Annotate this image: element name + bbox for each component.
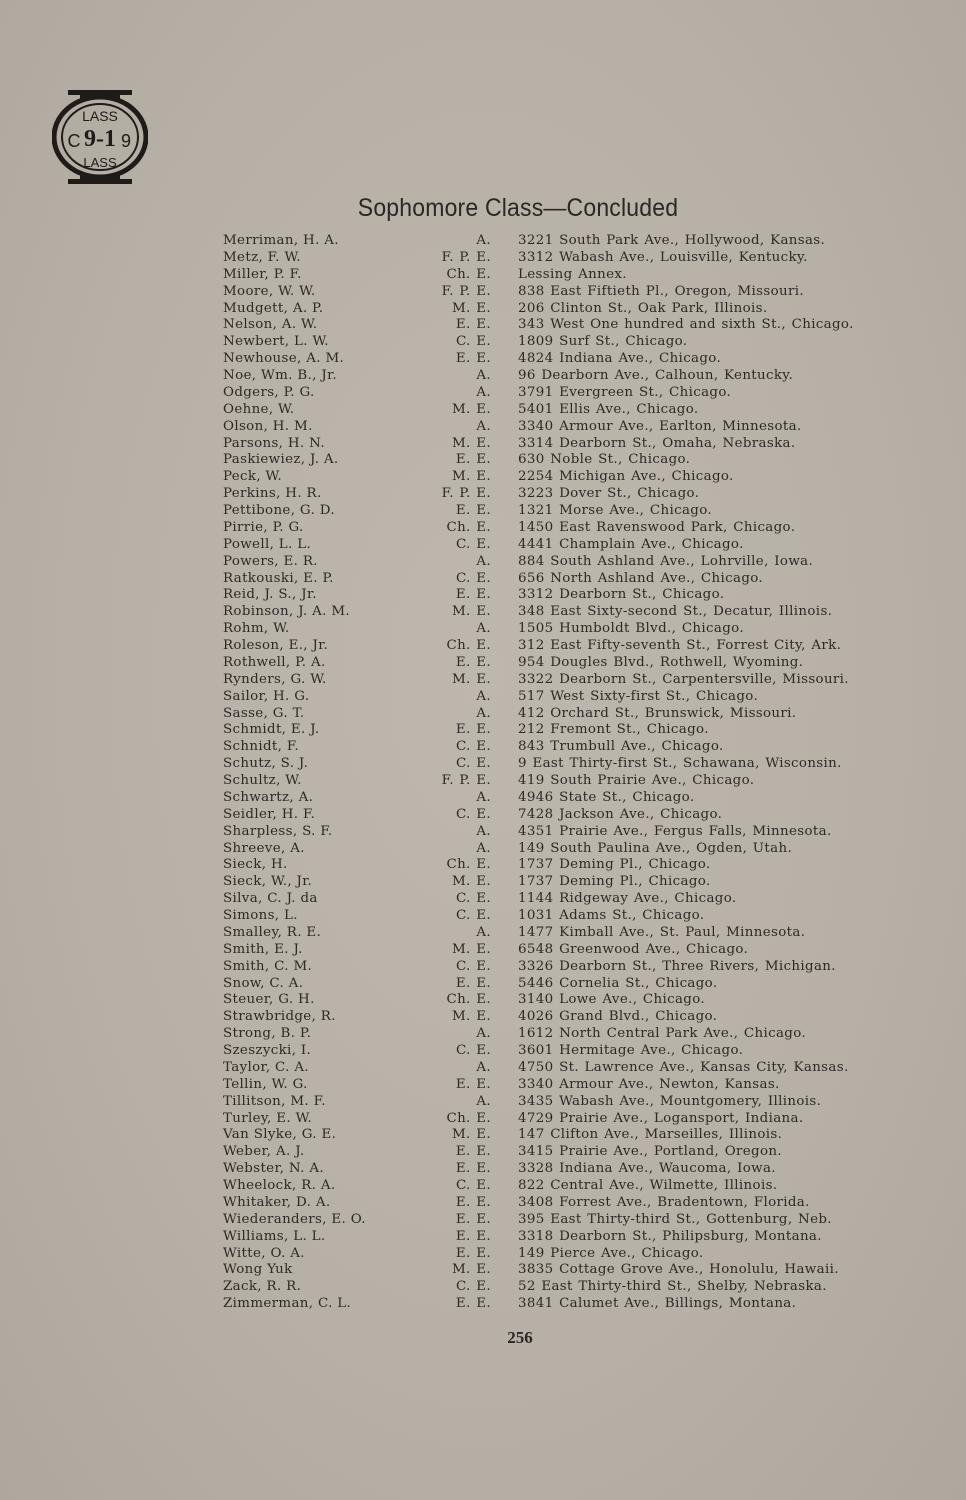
student-course: E. E. <box>455 317 491 333</box>
student-name: Miller, P. F. <box>223 266 302 282</box>
student-name: Strong, B. P. <box>223 1026 312 1042</box>
student-address: 3601 Hermitage Ave., Chicago. <box>518 1043 744 1058</box>
student-address: 3328 Indiana Ave., Waucoma, Iowa. <box>518 1161 776 1177</box>
student-address: 5401 Ellis Ave., Chicago. <box>518 401 699 417</box>
student-address: 412 Orchard St., Brunswick, Missouri. <box>518 705 797 721</box>
student-course: F. P. E. <box>441 773 491 788</box>
student-name: Whitaker, D. A. <box>223 1194 331 1210</box>
student-course: F. P. E. <box>441 249 491 265</box>
student-course: A. <box>476 553 491 569</box>
student-course: E. E. <box>455 587 491 603</box>
student-course: E. E. <box>455 1076 491 1092</box>
student-course: C. E. <box>455 891 491 907</box>
student-name: Wheelock, R. A. <box>223 1178 336 1193</box>
student-address: 2254 Michigan Ave., Chicago. <box>518 469 734 485</box>
student-name: Silva, C. J. da <box>223 891 318 907</box>
student-course: C. E. <box>455 958 491 974</box>
student-address: 7428 Jackson Ave., Chicago. <box>518 806 723 822</box>
student-name: Smith, C. M. <box>223 958 313 974</box>
student-course: M. E. <box>451 1127 491 1143</box>
student-row <box>223 655 883 672</box>
student-course: F. P. E. <box>441 486 491 502</box>
student-address: 822 Central Ave., Wilmette, Illinois. <box>518 1178 778 1193</box>
student-row <box>223 385 883 402</box>
student-name: Schwartz, A. <box>223 789 314 805</box>
student-address: 3415 Prairie Ave., Portland, Oregon. <box>518 1144 782 1160</box>
student-course: C. E. <box>455 1279 491 1295</box>
student-name: Schnidt, F. <box>223 739 299 755</box>
student-row <box>223 689 883 706</box>
student-row <box>223 267 883 284</box>
student-name: Wong Yuk <box>223 1262 293 1278</box>
student-address: Lessing Annex. <box>518 266 627 282</box>
student-row <box>223 402 883 419</box>
student-course: E. E. <box>455 1211 491 1227</box>
student-row <box>223 959 883 976</box>
student-row <box>223 604 883 621</box>
student-name: Metz, F. W. <box>223 249 301 265</box>
student-address: 96 Dearborn Ave., Calhoun, Kentucky. <box>518 368 794 383</box>
student-row <box>223 621 883 638</box>
student-name: Newhouse, A. M. <box>223 351 345 367</box>
student-row <box>223 537 883 554</box>
student-row <box>223 908 883 925</box>
student-address: 348 East Sixty-second St., Decatur, Illinois. <box>518 604 833 620</box>
student-name: Rynders, G. W. <box>223 671 327 687</box>
student-row <box>223 587 883 604</box>
student-row <box>223 739 883 756</box>
student-course: M. E. <box>451 874 491 890</box>
student-address: 838 East Fiftieth Pl., Oregon, Missouri. <box>518 283 804 299</box>
student-list <box>223 233 883 1313</box>
student-course: C. E. <box>455 806 491 822</box>
student-name: Taylor, C. A. <box>223 1059 309 1075</box>
student-name: Witte, O. A. <box>223 1245 305 1261</box>
student-course: C. E. <box>455 908 491 923</box>
student-address: 1809 Surf St., Chicago. <box>518 334 688 350</box>
student-row <box>223 571 883 588</box>
student-course: C. E. <box>455 570 491 586</box>
student-address: 52 East Thirty-third St., Shelby, Nebraska. <box>518 1279 827 1295</box>
student-row <box>223 1043 883 1060</box>
student-row <box>223 824 883 841</box>
student-row <box>223 992 883 1009</box>
student-address: 1321 Morse Ave., Chicago. <box>518 503 712 518</box>
student-name: Roleson, E., Jr. <box>223 638 329 653</box>
student-row <box>223 874 883 891</box>
student-name: Reid, J. S., Jr. <box>223 587 317 603</box>
student-row <box>223 520 883 537</box>
student-name: Oehne, W. <box>223 401 295 417</box>
student-row <box>223 368 883 385</box>
student-row <box>223 1060 883 1077</box>
student-name: Simons, L. <box>223 908 298 923</box>
student-name: Sieck, W., Jr. <box>223 874 313 890</box>
student-address: 1505 Humboldt Blvd., Chicago. <box>518 621 744 637</box>
student-name: Smalley, R. E. <box>223 924 322 940</box>
student-address: 1477 Kimball Ave., St. Paul, Minnesota. <box>518 924 806 940</box>
svg-text:9-1: 9-1 <box>84 126 116 152</box>
student-row <box>223 1077 883 1094</box>
student-row <box>223 1212 883 1229</box>
student-course: Ch. E. <box>446 857 491 873</box>
student-course: Ch. E. <box>446 1110 491 1126</box>
student-course: M. E. <box>451 941 491 957</box>
student-course: A. <box>476 1093 491 1109</box>
student-address: 5446 Cornelia St., Chicago. <box>518 975 718 991</box>
student-row <box>223 1178 883 1195</box>
student-row <box>223 334 883 351</box>
student-address: 149 South Paulina Ave., Ogden, Utah. <box>518 840 793 856</box>
student-row <box>223 436 883 453</box>
student-course: A. <box>476 621 491 637</box>
student-name: Powell, L. L. <box>223 536 312 552</box>
student-name: Odgers, P. G. <box>223 384 315 400</box>
student-course: E. E. <box>455 1144 491 1160</box>
student-course: A. <box>476 840 491 856</box>
student-address: 954 Dougles Blvd., Rothwell, Wyoming. <box>518 654 804 670</box>
student-row <box>223 486 883 503</box>
student-row <box>223 351 883 368</box>
student-address: 212 Fremont St., Chicago. <box>518 722 709 738</box>
student-name: Newbert, L. W. <box>223 334 329 350</box>
student-address: 4351 Prairie Ave., Fergus Falls, Minnesota. <box>518 823 832 839</box>
student-address: 3340 Armour Ave., Newton, Kansas. <box>518 1076 780 1092</box>
student-course: M. E. <box>451 1009 491 1025</box>
student-name: Shreeve, A. <box>223 840 305 856</box>
student-name: Tillitson, M. F. <box>223 1093 326 1109</box>
student-row <box>223 1229 883 1246</box>
student-course: A. <box>476 705 491 721</box>
student-row <box>223 976 883 993</box>
student-course: M. E. <box>451 671 491 687</box>
student-row <box>223 554 883 571</box>
student-name: Schultz, W. <box>223 773 302 788</box>
student-course: E. E. <box>455 503 491 518</box>
student-name: Olson, H. M. <box>223 418 313 434</box>
student-row <box>223 1195 883 1212</box>
student-row <box>223 773 883 790</box>
student-row <box>223 841 883 858</box>
student-name: Robinson, J. A. M. <box>223 604 350 620</box>
student-address: 3841 Calumet Ave., Billings, Montana. <box>518 1296 797 1312</box>
student-row <box>223 1144 883 1161</box>
student-name: Tellin, W. G. <box>223 1076 308 1092</box>
student-name: Pettibone, G. D. <box>223 503 335 518</box>
student-course: F. P. E. <box>441 283 491 299</box>
student-address: 3835 Cottage Grove Ave., Honolulu, Hawaii. <box>518 1262 839 1278</box>
student-name: Peck, W. <box>223 469 282 485</box>
student-address: 3314 Dearborn St., Omaha, Nebraska. <box>518 435 796 451</box>
student-row <box>223 1161 883 1178</box>
student-course: A. <box>476 1026 491 1042</box>
student-address: 3312 Dearborn St., Chicago. <box>518 587 725 603</box>
student-course: E. E. <box>455 1296 491 1312</box>
student-name: Strawbridge, R. <box>223 1009 336 1025</box>
student-address: 3322 Dearborn St., Carpentersville, Missouri. <box>518 671 849 687</box>
student-row <box>223 1262 883 1279</box>
student-address: 3340 Armour Ave., Earlton, Minnesota. <box>518 418 802 434</box>
student-address: 3221 South Park Ave., Hollywood, Kansas. <box>518 233 826 248</box>
student-address: 6548 Greenwood Ave., Chicago. <box>518 941 749 957</box>
student-name: Szeszycki, I. <box>223 1043 312 1058</box>
student-course: E. E. <box>455 1245 491 1261</box>
student-course: A. <box>476 688 491 704</box>
page-number: 256 <box>507 1328 533 1347</box>
student-row <box>223 1279 883 1296</box>
student-address: 1737 Deming Pl., Chicago. <box>518 857 711 873</box>
student-course: E. E. <box>455 975 491 991</box>
student-row <box>223 638 883 655</box>
student-name: Seidler, H. F. <box>223 806 316 822</box>
student-name: Perkins, H. R. <box>223 486 322 502</box>
student-address: 395 East Thirty-third St., Gottenburg, Neb. <box>518 1211 832 1227</box>
student-address: 3312 Wabash Ave., Louisville, Kentucky. <box>518 249 808 265</box>
student-course: E. E. <box>455 722 491 738</box>
student-course: Ch. E. <box>446 266 491 282</box>
student-address: 206 Clinton St., Oak Park, Illinois. <box>518 300 768 316</box>
student-address: 4750 St. Lawrence Ave., Kansas City, Kansas. <box>518 1059 849 1075</box>
student-course: A. <box>476 418 491 434</box>
class-emblem-icon <box>52 89 148 185</box>
student-name: Moore, W. W. <box>223 283 316 299</box>
student-name: Webster, N. A. <box>223 1161 324 1177</box>
student-course: C. E. <box>455 1178 491 1193</box>
student-row <box>223 1127 883 1144</box>
student-course: E. E. <box>455 351 491 367</box>
student-course: C. E. <box>455 756 491 772</box>
student-row <box>223 891 883 908</box>
student-course: C. E. <box>455 536 491 552</box>
student-row <box>223 233 883 250</box>
student-address: 149 Pierce Ave., Chicago. <box>518 1245 704 1261</box>
student-course: Ch. E. <box>446 519 491 535</box>
student-row <box>223 672 883 689</box>
student-name: Sailor, H. G. <box>223 688 310 704</box>
student-name: Noe, Wm. B., Jr. <box>223 368 337 383</box>
student-row <box>223 706 883 723</box>
student-course: A. <box>476 384 491 400</box>
student-address: 343 West One hundred and sixth St., Chicago. <box>518 317 854 333</box>
student-row <box>223 419 883 436</box>
student-row <box>223 790 883 807</box>
student-address: 3318 Dearborn St., Philipsburg, Montana. <box>518 1228 822 1244</box>
student-name: Turley, E. W. <box>223 1110 312 1126</box>
student-address: 843 Trumbull Ave., Chicago. <box>518 739 724 755</box>
student-name: Sasse, G. T. <box>223 705 305 721</box>
student-name: Ratkouski, E. P. <box>223 570 334 586</box>
student-row <box>223 857 883 874</box>
student-row <box>223 452 883 469</box>
student-course: M. E. <box>451 469 491 485</box>
svg-text:LASS: LASS <box>83 155 117 170</box>
student-address: 1737 Deming Pl., Chicago. <box>518 874 711 890</box>
student-course: C. E. <box>455 1043 491 1058</box>
student-address: 1612 North Central Park Ave., Chicago. <box>518 1026 807 1042</box>
svg-text:9: 9 <box>120 131 132 151</box>
student-course: Ch. E. <box>446 992 491 1008</box>
student-name: Snow, C. A. <box>223 975 304 991</box>
student-course: E. E. <box>455 452 491 468</box>
student-address: 3408 Forrest Ave., Bradentown, Florida. <box>518 1194 810 1210</box>
student-course: E. E. <box>455 1161 491 1177</box>
student-course: M. E. <box>451 1262 491 1278</box>
student-name: Rothwell, P. A. <box>223 654 326 670</box>
student-row <box>223 925 883 942</box>
svg-text:LASS: LASS <box>82 108 118 124</box>
student-address: 4729 Prairie Ave., Logansport, Indiana. <box>518 1110 804 1126</box>
student-name: Rohm, W. <box>223 621 290 637</box>
student-address: 1031 Adams St., Chicago. <box>518 908 705 923</box>
student-address: 9 East Thirty-first St., Schawana, Wisconsin. <box>518 756 842 772</box>
student-row <box>223 942 883 959</box>
student-row <box>223 250 883 267</box>
student-address: 3326 Dearborn St., Three Rivers, Michigan. <box>518 958 836 974</box>
student-course: A. <box>476 1059 491 1075</box>
student-address: 4026 Grand Blvd., Chicago. <box>518 1009 718 1025</box>
student-course: A. <box>476 823 491 839</box>
student-name: Smith, E. J. <box>223 941 303 957</box>
student-name: Steuer, G. H. <box>223 992 315 1008</box>
student-name: Williams, L. L. <box>223 1228 326 1244</box>
student-course: A. <box>476 924 491 940</box>
student-row <box>223 503 883 520</box>
student-address: 884 South Ashland Ave., Lohrville, Iowa. <box>518 553 814 569</box>
student-name: Pirrie, P. G. <box>223 519 304 535</box>
student-address: 4946 State St., Chicago. <box>518 789 695 805</box>
student-name: Weber, A. J. <box>223 1144 305 1160</box>
page-title: Sophomore Class—Concluded <box>357 194 679 222</box>
student-course: A. <box>476 368 491 383</box>
student-name: Nelson, A. W. <box>223 317 318 333</box>
student-row <box>223 301 883 318</box>
student-name: Van Slyke, G. E. <box>223 1127 337 1143</box>
student-course: M. E. <box>451 300 491 316</box>
student-course: C. E. <box>455 334 491 350</box>
student-name: Sharpless, S. F. <box>223 823 333 839</box>
student-name: Merriman, H. A. <box>223 233 339 248</box>
student-row <box>223 1026 883 1043</box>
student-name: Zack, R. R. <box>223 1279 302 1295</box>
student-name: Sieck, H. <box>223 857 288 873</box>
student-course: M. E. <box>451 435 491 451</box>
student-name: Paskiewiez, J. A. <box>223 452 339 468</box>
student-row <box>223 722 883 739</box>
student-address: 656 North Ashland Ave., Chicago. <box>518 570 764 586</box>
student-course: E. E. <box>455 1228 491 1244</box>
student-name: Schutz, S. J. <box>223 756 309 772</box>
student-course: E. E. <box>455 1194 491 1210</box>
student-course: M. E. <box>451 604 491 620</box>
student-row <box>223 1094 883 1111</box>
student-address: 3435 Wabash Ave., Mountgomery, Illinois. <box>518 1093 822 1109</box>
student-address: 147 Clifton Ave., Marseilles, Illinois. <box>518 1127 783 1143</box>
student-address: 3223 Dover St., Chicago. <box>518 486 700 502</box>
student-address: 3140 Lowe Ave., Chicago. <box>518 992 706 1008</box>
student-row <box>223 756 883 773</box>
student-row <box>223 317 883 334</box>
student-name: Powers, E. R. <box>223 553 318 569</box>
student-address: 1144 Ridgeway Ave., Chicago. <box>518 891 737 907</box>
student-name: Parsons, H. N. <box>223 435 325 451</box>
svg-text:C: C <box>67 131 81 151</box>
student-address: 4441 Champlain Ave., Chicago. <box>518 536 744 552</box>
student-row <box>223 1246 883 1263</box>
student-row <box>223 469 883 486</box>
student-course: A. <box>476 789 491 805</box>
student-address: 4824 Indiana Ave., Chicago. <box>518 351 722 367</box>
student-address: 630 Noble St., Chicago. <box>518 452 691 468</box>
student-name: Mudgett, A. P. <box>223 300 324 316</box>
student-name: Zimmerman, C. L. <box>223 1296 352 1312</box>
student-name: Schmidt, E. J. <box>223 722 320 738</box>
student-row <box>223 1009 883 1026</box>
student-course: C. E. <box>455 739 491 755</box>
student-address: 1450 East Ravenswood Park, Chicago. <box>518 519 796 535</box>
student-row <box>223 807 883 824</box>
student-row <box>223 1296 883 1313</box>
student-row <box>223 284 883 301</box>
student-address: 517 West Sixty-first St., Chicago. <box>518 688 759 704</box>
student-course: Ch. E. <box>446 638 491 653</box>
student-address: 312 East Fifty-seventh St., Forrest City, Ark. <box>518 638 842 653</box>
student-course: A. <box>476 233 491 248</box>
student-name: Wiederanders, E. O. <box>223 1211 366 1227</box>
student-address: 3791 Evergreen St., Chicago. <box>518 384 732 400</box>
student-course: E. E. <box>455 654 491 670</box>
student-row <box>223 1111 883 1128</box>
student-course: M. E. <box>451 401 491 417</box>
student-address: 419 South Prairie Ave., Chicago. <box>518 773 755 788</box>
